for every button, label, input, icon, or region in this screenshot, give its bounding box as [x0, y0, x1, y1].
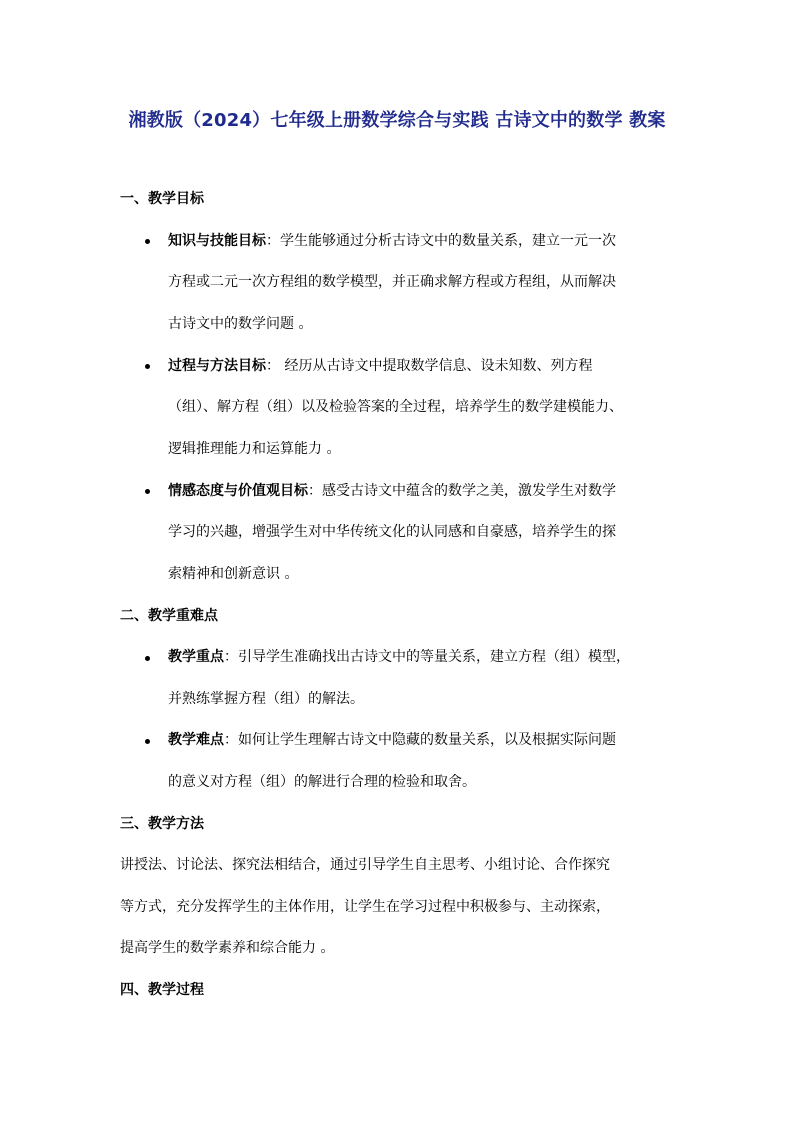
bullet-line [168, 481, 616, 501]
bullet-text: ： 经历从古诗文中提取数学信息、设未知数、列方程 [266, 358, 593, 374]
bullet-icon [145, 656, 150, 661]
bullet-line: 学习的兴趣，增强学生对中华传统文化的认同感和自豪感，培养学生的探 [168, 524, 616, 540]
bullet-label: 过程与方法目标 [168, 358, 266, 374]
paragraph-line: 等方式，充分发挥学生的主体作用，让学生在学习过程中积极参与、主动探索， [120, 899, 610, 915]
bullet-text: ：引导学生准确找出古诗文中的等量关系，建立方程（组）模型， [224, 649, 630, 665]
bullet-line [168, 356, 592, 376]
bullet-line [168, 231, 616, 251]
bullet-label: 教学重点 [168, 649, 224, 665]
section-heading-methods: 三、教学方法 [120, 816, 204, 832]
bullet-icon [145, 239, 150, 244]
bullet-line: 方程或二元一次方程组的数学模型，并正确求解方程或方程组，从而解决 [168, 274, 616, 290]
paragraph-line: 提高学生的数学素养和综合能力 。 [120, 940, 335, 956]
bullet-line: （组）、解方程（组）以及检验答案的全过程，培养学生的数学建模能力、 [168, 399, 623, 415]
bullet-icon [145, 489, 150, 494]
section-heading-objectives: 一、教学目标 [120, 191, 204, 207]
bullet-label: 情感态度与价值观目标 [168, 483, 308, 499]
bullet-label: 知识与技能目标 [168, 233, 266, 249]
bullet-line: 并熟练掌握方程（组）的解法。 [168, 691, 364, 707]
bullet-label: 教学难点 [168, 732, 224, 748]
bullet-line: 索精神和创新意识 。 [168, 566, 299, 582]
bullet-line: 古诗文中的数学问题 。 [168, 316, 313, 332]
bullet-line: 逻辑推理能力和运算能力 。 [168, 441, 341, 457]
bullet-text: ：学生能够通过分析古诗文中的数量关系，建立一元一次 [266, 233, 616, 249]
section-heading-process: 四、教学过程 [120, 982, 204, 998]
bullet-line [168, 647, 630, 667]
bullet-line: 的意义对方程（组）的解进行合理的检验和取舍。 [168, 774, 476, 790]
bullet-icon [145, 364, 150, 369]
bullet-text: ：感受古诗文中蕴含的数学之美，激发学生对数学 [308, 483, 616, 499]
bullet-text: ：如何让学生理解古诗文中隐藏的数量关系，以及根据实际问题 [224, 732, 616, 748]
paragraph-line: 讲授法、讨论法、探究法相结合，通过引导学生自主思考、小组讨论、合作探究 [120, 857, 610, 873]
document-title: 湘教版（2024）七年级上册数学综合与实践 古诗文中的数学 教案 [128, 110, 666, 131]
section-heading-key-points: 二、教学重难点 [120, 608, 218, 624]
bullet-line [168, 730, 616, 750]
bullet-icon [145, 739, 150, 744]
